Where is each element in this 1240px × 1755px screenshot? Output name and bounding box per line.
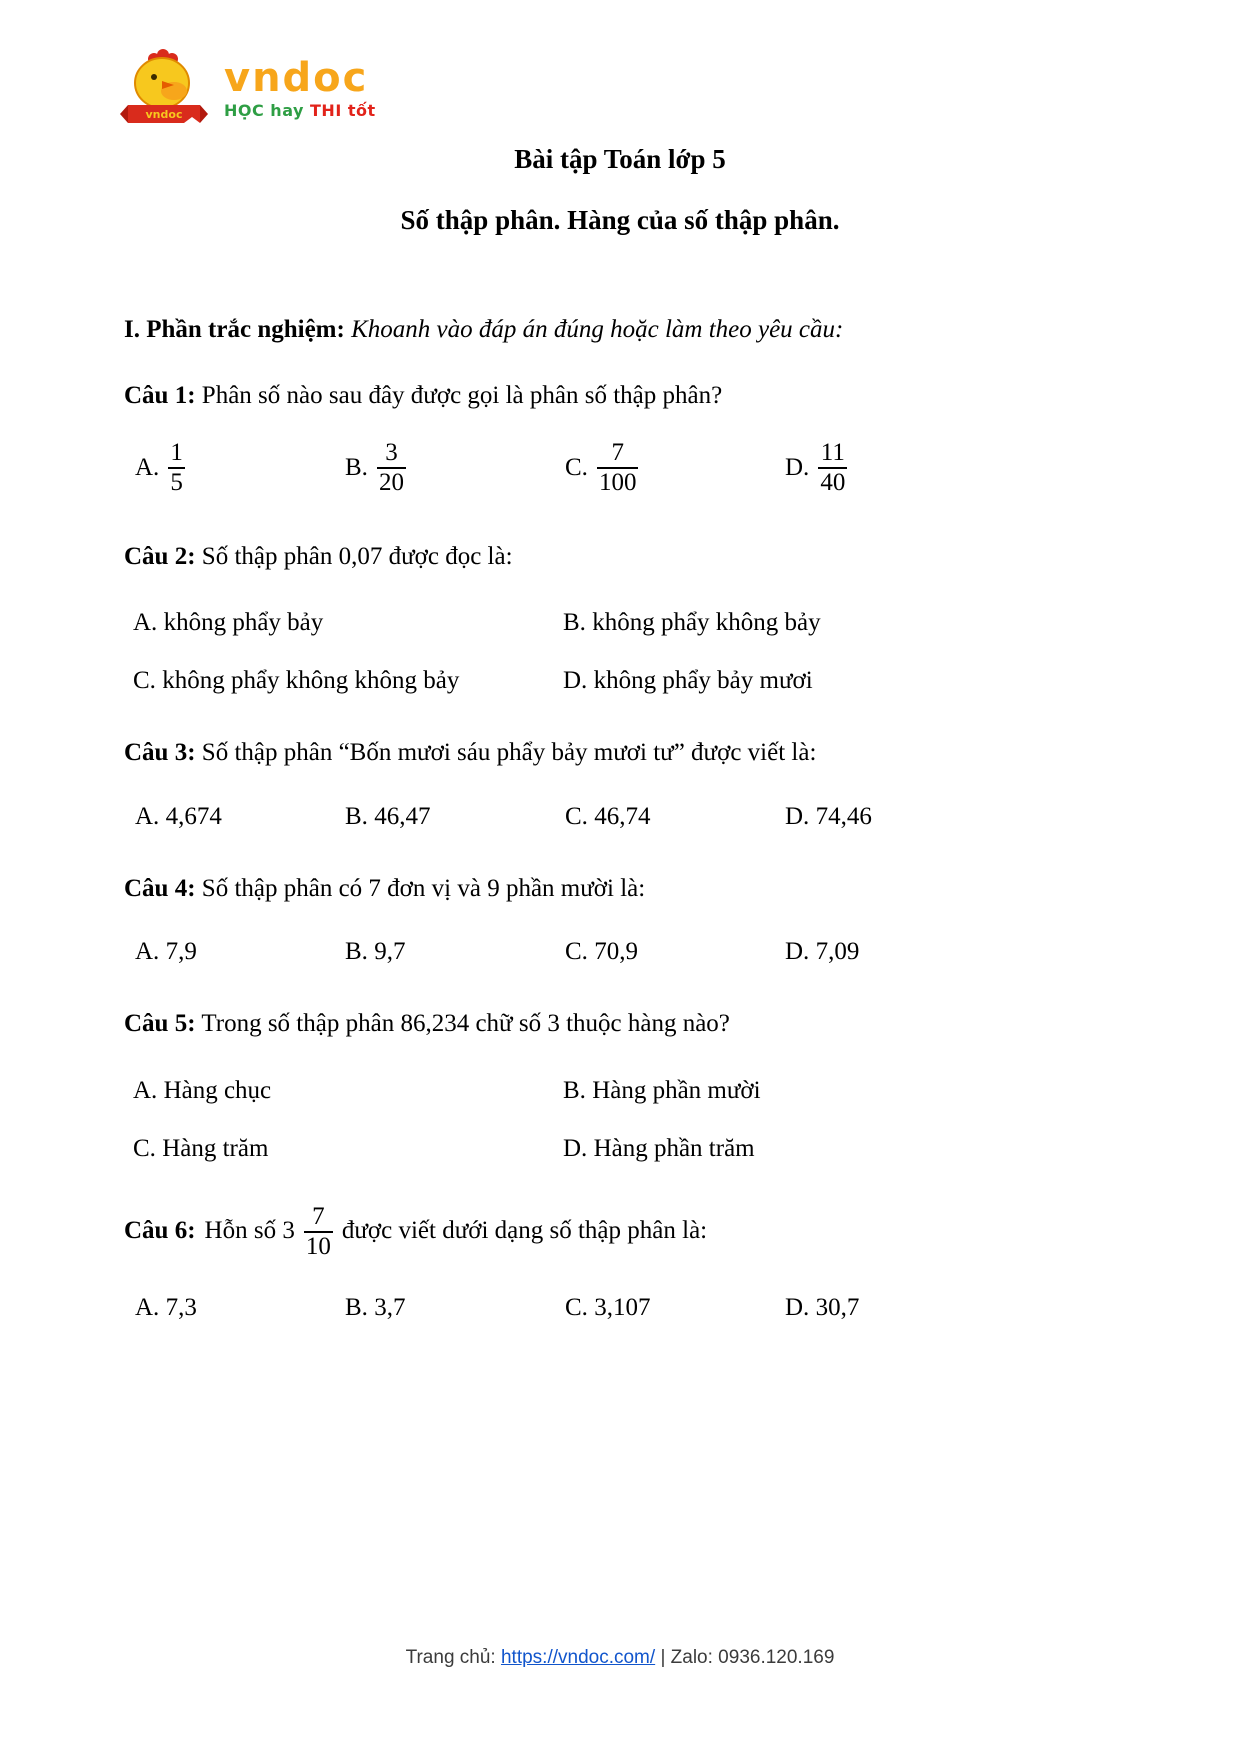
question-5-text: Trong số thập phân 86,234 chữ số 3 thuộc hàng nào?: [201, 1010, 730, 1037]
option-b: B. 9,7: [345, 938, 406, 965]
question-3-text: Số thập phân “Bốn mươi sáu phẩy bảy mươi tư” được viết là:: [201, 739, 817, 766]
section-instruction: Khoanh vào đáp án đúng hoặc làm theo yêu cầu:: [351, 316, 844, 343]
footer-prefix: Trang chủ:: [405, 1647, 501, 1668]
question-2-text: Số thập phân 0,07 được đọc là:: [201, 542, 513, 570]
question-5-options-row-1: [124, 1077, 1116, 1105]
question-6-text-before: Hỗn số 3: [204, 1217, 295, 1245]
question-6-label: Câu 6:: [124, 1217, 196, 1245]
question-2-options-row-1: [124, 609, 1116, 637]
logo-wordmark: [224, 55, 376, 120]
option-c: C. 46,74: [565, 802, 651, 830]
question-2-options-row-2: [124, 667, 1116, 695]
option-d: D. 30,7: [785, 1293, 860, 1321]
question-4-label: Câu 4:: [124, 874, 196, 902]
option-a: [135, 439, 345, 497]
option-d: D. không phẩy bảy mươi: [563, 667, 813, 694]
option-c: C. không phẩy không không bảy: [133, 667, 460, 694]
question-5-label: Câu 5:: [124, 1010, 196, 1037]
option-a: A. 4,674: [135, 802, 222, 830]
option-a: A. 7,3: [135, 1293, 197, 1321]
fraction: $\frac{7}{100}$: [598, 438, 637, 496]
option-c: C. 70,9: [565, 938, 638, 965]
question-4-options: [124, 938, 1116, 966]
question-2-label: Câu 2:: [124, 542, 196, 570]
brand-name: vndoc: [224, 55, 369, 101]
question-3: [124, 737, 1116, 770]
fraction: $\frac{11}{40}$: [820, 438, 846, 496]
option-b: B. 46,47: [345, 802, 431, 830]
question-1-label: Câu 1:: [124, 382, 196, 409]
option-d: D. Hàng phần trăm: [563, 1134, 755, 1162]
question-5-options-row-2: [124, 1135, 1116, 1163]
option-d: [785, 439, 1116, 497]
question-1-text: Phân số nào sau đây được gọi là phân số thập phân?: [201, 382, 723, 409]
option-c-key: C.: [565, 453, 588, 481]
homepage-link[interactable]: https://vndoc.com/: [500, 1647, 656, 1668]
page-subtitle: Số thập phân. Hàng của số thập phân.: [400, 205, 840, 235]
tagline-green: HỌC hay: [224, 101, 304, 120]
option-d: D. 74,46: [785, 802, 872, 830]
option-a: A. 7,9: [135, 938, 197, 965]
fraction: $\frac{1}{5}$: [170, 438, 183, 496]
question-3-options: [124, 803, 1116, 831]
page-footer: [0, 1647, 1240, 1669]
option-d: D. 7,09: [785, 938, 860, 965]
option-c: C. 3,107: [565, 1293, 651, 1321]
question-2: [124, 541, 1116, 574]
section-label: I. Phần trắc nghiệm:: [124, 316, 345, 343]
fraction: $\frac{7}{10}$: [305, 1202, 331, 1260]
option-b-key: B.: [345, 453, 368, 481]
option-b: B. Hàng phần mười: [563, 1076, 761, 1104]
option-b: B. 3,7: [345, 1293, 406, 1321]
vndoc-mascot-icon: [116, 47, 212, 131]
option-b: B. không phẩy không bảy: [563, 609, 821, 636]
question-4: [124, 873, 1116, 906]
question-3-label: Câu 3:: [124, 739, 196, 766]
footer-suffix: | Zalo: 0936.120.169: [655, 1647, 835, 1668]
option-b: [345, 439, 565, 497]
vndoc-logo: [116, 46, 1116, 132]
option-d-key: D.: [785, 453, 810, 481]
question-6: [124, 1203, 1116, 1261]
brand-tagline: [224, 101, 376, 120]
section-heading: [124, 316, 1116, 344]
option-c: [565, 439, 785, 497]
tagline-red: THI tốt: [310, 101, 376, 120]
page-title: Bài tập Toán lớp 5: [514, 144, 726, 174]
option-c: C. Hàng trăm: [133, 1134, 269, 1162]
mascot-banner-text: vndoc: [145, 108, 183, 121]
question-5: [124, 1008, 1116, 1041]
question-1: [124, 380, 1116, 413]
question-1-options: [124, 439, 1116, 497]
question-6-text-after: được viết dưới dạng số thập phân là:: [341, 1217, 708, 1245]
question-4-text: Số thập phân có 7 đơn vị và 9 phần mười là:: [201, 874, 646, 902]
question-6-options: [124, 1294, 1116, 1322]
option-a-key: A.: [135, 453, 160, 481]
option-a: A. không phẩy bảy: [133, 609, 324, 636]
fraction: $\frac{3}{20}$: [378, 438, 404, 496]
option-a: A. Hàng chục: [133, 1076, 272, 1104]
